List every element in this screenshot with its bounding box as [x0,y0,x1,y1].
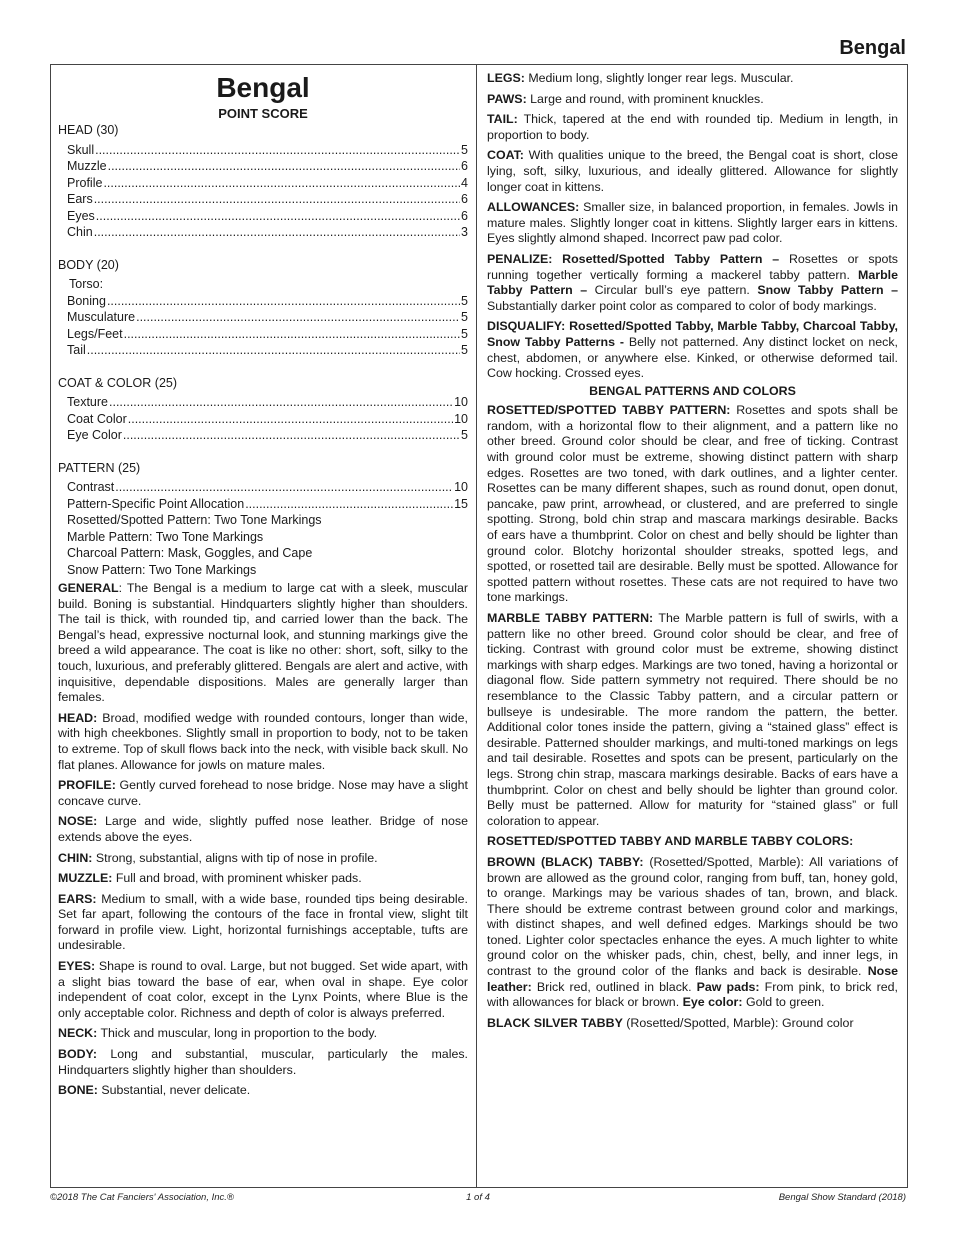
score-row [58,427,468,444]
pattern-note: Snow Pattern: Two Tone Markings [67,562,257,577]
description-para: EYES: Shape is round to oval. Large, but not bugged. Set wide apart, with a slight bias toward the base of ear, when oval in shape. Eye color independent of coat color, except in the Lynx Points, where Blue is the only acceptable color. Richness and depth of color is always preferred. [58,959,468,1020]
score-item-name: Legs/Feet [67,326,123,341]
score-row [58,175,468,192]
standard-frame [50,64,908,1188]
score-item-points: 3 [461,225,468,239]
score-row [58,293,468,310]
score-item-points: 5 [461,310,468,324]
score-row [58,208,468,225]
disqualify-para: DISQUALIFY: Rosetted/Spotted Tabby, Marble Tabby, Charcoal Tabby, Snow Tabby Patterns - Belly not patterned. Any distinct locket on neck, chest, abdomen, or anywhere else. Kinked, or otherwise deformed tail. Cow hocking. Crossed eyes. [487,319,898,381]
score-item-points: 4 [461,175,468,190]
score-row [58,158,468,175]
description-para: EARS: Medium to small, with a wide base, rounded tips being desirable. Set far apart, following the contours of the face in frontal view, slight tilt forward in profile view. Light, horizontal furnishings acceptable, tufts are undesirable. [58,891,468,953]
score-item-name: Tail [67,343,86,357]
coat-heading: COAT & COLOR (25) [58,375,178,390]
dot-leader [107,293,460,310]
dot-leader [124,326,460,343]
score-item-points: 10 [454,395,468,409]
score-row [58,224,468,241]
tail-para: TAIL: Thick, tapered at the end with rounded tip. Medium in length, in proportion to body. [487,112,899,142]
description-para: PROFILE: Gently curved forehead to nose bridge. Nose may have a slight concave curve. [58,778,468,808]
score-item-points: 5 [461,142,468,157]
score-item-name: Contrast [67,480,115,494]
score-item-name: Coat Color [67,411,127,426]
footer-page-number: 1 of 4 [466,1192,490,1203]
dot-leader [95,142,460,159]
pattern-note: Rosetted/Spotted Pattern: Two Tone Markings [67,513,322,527]
score-row [58,411,468,428]
torso-label: Torso: [69,277,104,291]
pattern-note: Charcoal Pattern: Mask, Goggles, and Cape [67,546,313,560]
dot-leader [108,158,460,175]
rosetted-para: ROSETTED/SPOTTED TABBY PATTERN: Rosettes and spots shall be random, with a horizontal flow to their alignment, and a pattern like no other breed. Ground color should be clear, and free of ticking. Contrast with ground color must be extreme, showing distinct pattern with sharp edges. Rosettes are two toned, with dark outlines, and a lighter center. Rosettes can be many different shapes, such as round donut, open donut, pancake, paw print, arrowhead, or clustered, and are preferred to single spotting. Strong, bold chin strap and mascara markings desirable. Backs of ears have a thumbprint. Color on chest and belly should be lighter than ground color. Blotchy horizontal shoulder streaks, spotted legs, and spotted, or rosetted tail are desirable. Belly must be spotted. Allowance for spotted pattern without rosettes. These cats are not required to have two tone markings. [487,403,898,605]
score-row [58,309,468,326]
description-para: GENERAL: The Bengal is a medium to large cat with a sleek, muscular build. Boning is substantial. Hindquarters slightly higher than shoulders. The tail is thick, with rounded tip, and carried lower than the back. The Bengal’s head, expressive nocturnal look, and stunning markings give the breed a wild appearance. The coat is like no other: short, soft, silky to the touch, luxurious, and preferably glittered. Bengals are alert and active, with inquisitive, dependable dispositions. Males are generally larger than females. [58,581,468,705]
left-descriptions [58,581,468,1099]
score-item-name: Musculature [67,310,136,324]
score-row [58,479,468,496]
score-item-name: Chin [67,225,93,239]
score-item-points: 6 [461,208,468,223]
description-para: BODY: Long and substantial, muscular, particularly the males. Hindquarters slightly higher than shoulders. [58,1047,468,1077]
score-row [58,342,468,359]
score-row [58,191,468,208]
dot-leader [103,175,460,192]
page-header-breed: Bengal [839,37,906,59]
breed-title: Bengal [216,72,310,103]
score-item-name: Boning [67,293,106,308]
marble-para: MARBLE TABBY PATTERN: The Marble pattern is full of swirls, with a pattern like no other breed. Ground color should be clear, and free of ticking. Contrast with ground color must be extreme, showing distinct markings with sharp edges. Markings are two toned, having a horizontal or diagonal flow. Side pattern symmetry not required. There should be no resemblance to the Classic Tabby pattern, and a circular pattern or bullseye is undesirable. The more random the pattern, the better. Additional color tones inside the pattern, giving a “stained glass” effect is desirable. Patterned shoulder markings, and multi-toned markings on legs and tail desirable. Rosettes and spots can be present, particularly on the legs. Strong chin strap, mascara markings desirable. Backs of ears have a thumbprint. Color on chest and belly should be lighter than ground color. Belly must be patterned. Allow for maturity for “stained glass” or full coloration to appear. [487,611,898,828]
patterns-heading: BENGAL PATTERNS AND COLORS [589,383,796,398]
score-item-name: Muzzle [67,159,107,173]
score-row [58,326,468,343]
point-score-title: POINT SCORE [218,106,308,121]
score-item-points: 5 [461,428,468,442]
paws-para: PAWS: Large and round, with prominent knuckles. [487,91,764,106]
description-para: MUZZLE: Full and broad, with prominent whisker pads. [58,871,362,886]
pattern-note: Marble Pattern: Two Tone Markings [67,529,264,544]
body-heading: BODY (20) [58,257,119,272]
pattern-heading: PATTERN (25) [58,460,141,475]
head-heading: HEAD (30) [58,123,119,137]
penalize-para: PENALIZE: Rosetted/Spotted Tabby Pattern – Rosettes or spots running together vertically forming a mackerel tabby pattern. Marble Tabby Pattern – Circular bull’s eye pattern. Snow Tabby Pattern – Substantially darker point color as compared to color of body markings. [487,251,898,313]
footer-document-title: Bengal Show Standard (2018) [778,1192,906,1203]
dot-leader [128,411,453,428]
coat-para: COAT: With qualities unique to the breed, the Bengal coat is short, close lying, soft, silky, luxurious, and ideally glittered. Allowance for slightly longer coat in kittens. [487,148,898,194]
silver-tabby-para: BLACK SILVER TABBY (Rosetted/Spotted, Marble): Ground color [487,1015,854,1030]
legs-para: LEGS: Medium long, slightly longer rear legs. Muscular. [487,71,794,85]
score-item-points: 6 [461,159,468,173]
dot-leader [115,479,453,496]
head-section [58,122,468,241]
dot-leader [109,394,453,411]
score-item-name: Pattern-Specific Point Allocation [67,496,245,511]
dot-leader [87,342,460,359]
coat-section [58,375,468,444]
description-para: BONE: Substantial, never delicate. [58,1083,251,1098]
dot-leader [96,208,460,225]
description-para: CHIN: Strong, substantial, aligns with tip of nose in profile. [58,850,378,865]
score-item-points: 10 [454,411,468,426]
brown-tabby-para: BROWN (BLACK) TABBY: (Rosetted/Spotted, Marble): All variations of brown are allowed as the ground color, ranging from buff, tan, honey gold, to orange. Markings may be various shades of tan, brown, and black. There should be extreme contrast between ground color and markings, with distinct shapes, and well defined edges. Markings should be two toned. Lighter color spectacles enhance the eyes. A much lighter to white ground color on the whisker pads, chin, chest, belly, and inner legs, in contrast to the ground color of the flanks and back is desirable. Nose leather: Brick red, outlined in black. Paw pads: From pink, to brick red, with allowances for black or brown. Eye color: Gold to green. [487,854,899,1010]
score-item-points: 6 [461,192,468,206]
score-item-points: 15 [454,496,468,511]
pattern-section [58,460,468,579]
score-item-name: Texture [67,395,108,409]
footer-copyright: ©2018 The Cat Fanciers' Association, Inc.® [50,1192,234,1203]
dot-leader [94,191,460,208]
score-item-name: Eyes [67,208,95,223]
colors-heading: ROSETTED/SPOTTED TABBY AND MARBLE TABBY COLORS: [487,834,854,849]
score-item-points: 5 [461,326,468,341]
body-section [58,257,468,359]
dot-leader [245,496,453,513]
score-item-name: Profile [67,175,103,190]
score-item-points: 5 [461,293,468,308]
left-column [51,65,477,1187]
point-score-table [58,122,468,578]
score-item-name: Eye Color [67,428,122,442]
right-column [477,65,907,1187]
description-para: HEAD: Broad, modified wedge with rounded contours, longer than wide, with high cheekbones. Slightly small in proportion to body, not to be taken to extreme. Top of skull flows back into the neck, with visible back skull. No flat planes. Allowance for jowls on mature males. [58,710,468,772]
score-item-points: 10 [454,480,468,494]
description-para: NECK: Thick and muscular, long in proportion to the body. [58,1026,378,1041]
dot-leader [136,309,460,326]
score-item-points: 5 [461,343,468,357]
score-row [58,142,468,159]
allowances-para: ALLOWANCES: Smaller size, in balanced proportion, in females. Jowls in mature males. Slightly longer coat in kittens. Slightly larger ears in kittens. Eyes slightly almond shaped. Incorrect paw pad color. [487,200,898,246]
score-row [58,496,468,513]
score-row [58,394,468,411]
score-item-name: Skull [67,142,95,157]
dot-leader [123,427,460,444]
dot-leader [94,224,460,241]
description-para: NOSE: Large and wide, slightly puffed nose leather. Bridge of nose extends above the eyes. [58,814,468,844]
score-item-name: Ears [67,192,93,206]
